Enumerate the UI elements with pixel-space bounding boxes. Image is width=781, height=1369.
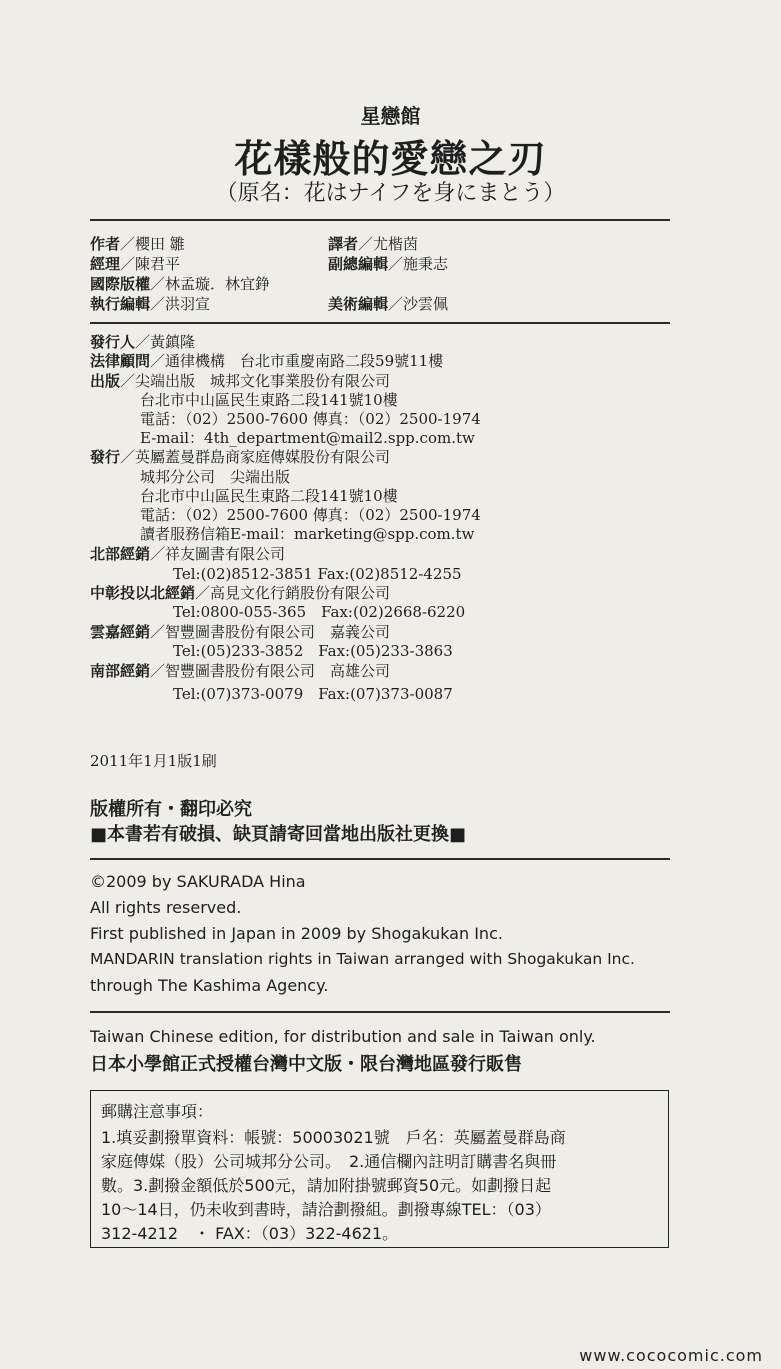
distributor-phone: 電話：（02）2500-7600 傳真：（02）2500-1974 (140, 506, 481, 524)
distributor-email: 讀者服務信箱E-mail：marketing@spp.com.tw (140, 525, 475, 543)
distribution-chinese: 日本小學館正式授權台灣中文版・限台灣地區發行販售 (90, 1054, 522, 1075)
distributor-address: 台北市中山區民生東路二段141號10樓 (140, 487, 398, 505)
book-title: 花樣般的愛戀之刃 (234, 137, 547, 181)
mail-order-line: 312-4212 ・ FAX：（03）322-4621。 (101, 1224, 399, 1243)
credit-art-editor: 美術編輯／沙雲佩 (328, 295, 449, 313)
credit-intl-rights: 國際版權／林孟璇．林宜錚 (90, 275, 271, 293)
rights-reserved: 版權所有・翻印必究 (90, 799, 252, 820)
central-distributor-tel: Tel:0800-055-365 Fax:(02)2668-6220 (173, 603, 466, 621)
site-watermark: www.cococomic.com (579, 1346, 763, 1365)
mail-order-line: 10～14日，仍未收到書時，請洽劃撥組。劃撥專線TEL：（03） (101, 1200, 551, 1219)
divider (90, 219, 670, 221)
press-email: E-mail：4th_department@mail2.spp.com.tw (140, 429, 475, 447)
legal-line: 法律顧問／通律機構 台北市重慶南路二段59號11樓 (90, 352, 444, 370)
divider (90, 322, 670, 324)
divider (90, 858, 670, 860)
copyright-line: First published in Japan in 2009 by Shogakukan Inc. (90, 924, 503, 943)
publisher-line: 發行人／黃鎮隆 (90, 333, 196, 351)
press-address: 台北市中山區民生東路二段141號10樓 (140, 391, 398, 409)
original-title: （原名：花はナイフを身にまとう） (215, 181, 566, 206)
credit-manager: 經理／陳君平 (90, 255, 181, 273)
mail-order-line: 1.填妥劃撥單資料：帳號：50003021號 戶名：英屬蓋曼群島商 (101, 1128, 566, 1147)
edition-date: 2011年1月1版1刷 (90, 752, 217, 770)
south-distributor: 南部經銷／智豐圖書股份有限公司 高雄公司 (90, 662, 391, 680)
copyright-line: All rights reserved. (90, 898, 242, 917)
distributor-line: 發行／英屬蓋曼群島商家庭傳媒股份有限公司 (90, 448, 391, 466)
press-line: 出版／尖端出版 城邦文化事業股份有限公司 (90, 372, 391, 390)
credit-author: 作者／櫻田 雛 (90, 235, 185, 253)
distribution-english: Taiwan Chinese edition, for distribution and sale in Taiwan only. (90, 1027, 596, 1046)
south-distributor-tel: Tel:(07)373-0079 Fax:(07)373-0087 (173, 685, 453, 703)
distributor-branch: 城邦分公司 尖端出版 (140, 468, 291, 486)
yunjia-distributor-tel: Tel:(05)233-3852 Fax:(05)233-3863 (173, 642, 453, 660)
yunjia-distributor: 雲嘉經銷／智豐圖書股份有限公司 嘉義公司 (90, 623, 391, 641)
credit-deputy-editor: 副總編輯／施秉志 (328, 255, 449, 273)
press-phone: 電話：（02）2500-7600 傳真：（02）2500-1974 (140, 410, 481, 428)
mail-order-title: 郵購注意事項： (101, 1102, 214, 1121)
copyright-line: MANDARIN translation rights in Taiwan arranged with Shogakukan Inc. (90, 950, 635, 968)
divider (90, 1011, 670, 1013)
north-distributor-tel: Tel:(02)8512-3851 Fax:(02)8512-4255 (173, 565, 462, 583)
credit-exec-editor: 執行編輯／洪羽宣 (90, 295, 211, 313)
credit-translator: 譯者／尤楷茵 (328, 235, 419, 253)
north-distributor: 北部經銷／祥友圖書有限公司 (90, 545, 286, 563)
imprint-name: 星戀館 (360, 104, 421, 128)
central-distributor: 中彰投以北經銷／高見文化行銷股份有限公司 (90, 584, 391, 602)
mail-order-line: 數。3.劃撥金額低於500元，請加附掛號郵資50元。如劃撥日起 (101, 1176, 552, 1195)
damage-notice: ■本書若有破損、缺頁請寄回當地出版社更換■ (90, 824, 467, 845)
mail-order-box (90, 1090, 669, 1248)
copyright-line: through The Kashima Agency. (90, 976, 329, 995)
copyright-line: ©2009 by SAKURADA Hina (90, 872, 306, 891)
mail-order-line: 家庭傳媒（股）公司城邦分公司。 2.通信欄內註明訂購書名與冊 (101, 1152, 557, 1171)
